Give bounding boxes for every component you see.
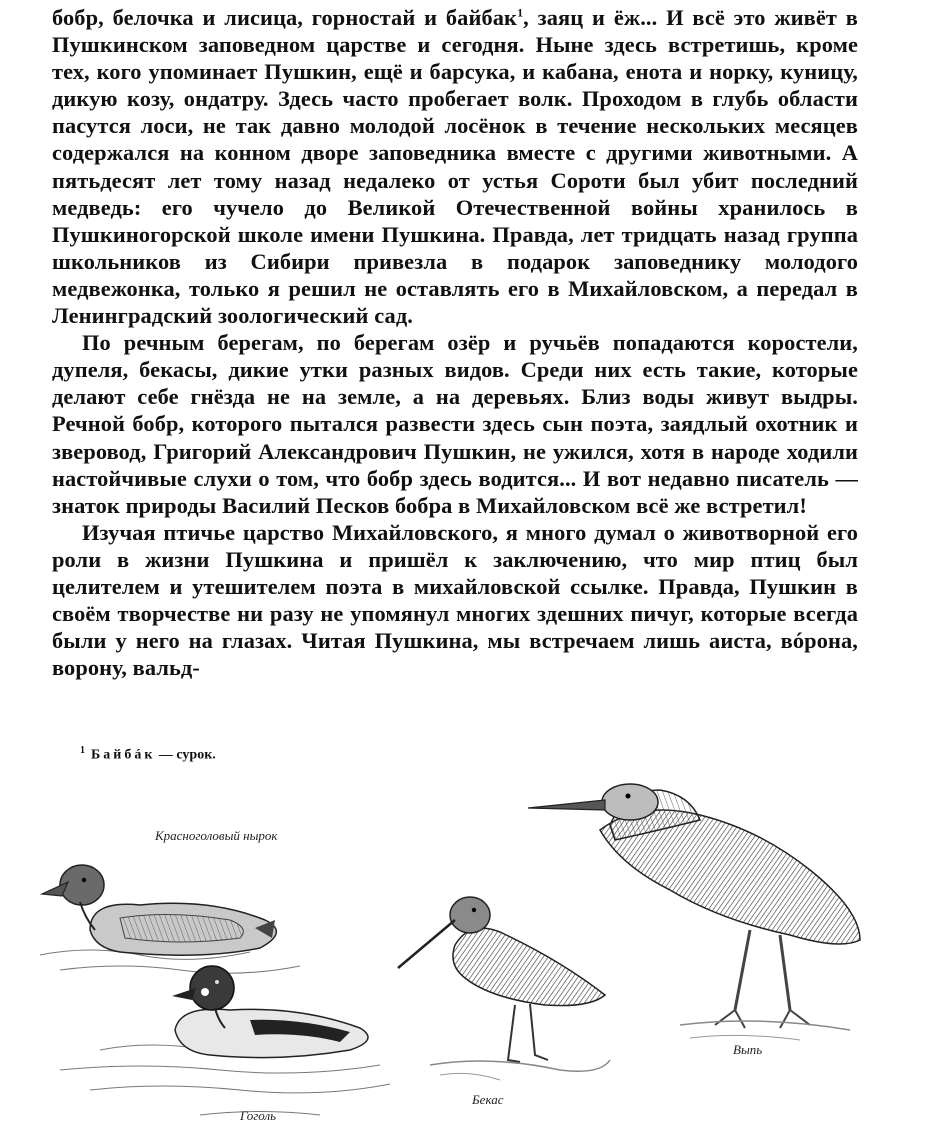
paragraph-2: По речным берегам, по берегам озёр и ручьёв попадаются коростели, дупеля, бекасы, дикие утки разных видов. Среди них есть такие, которые делают себе гнёзда не на земле, а на деревьях. Близ воды живут выдры. Речной бобр, которого пытался развести здесь сын поэта, заядлый охотник и зверовод, Григорий Александрович Пушкин, не ужился, хотя в народе ходили настойчивые слухи о том, что бобр здесь водится... И вот недавно писатель — знаток природы Василий Песков бобра в Михайловском всё же встретил! [52,330,858,518]
goldeneye-drawing [172,966,368,1058]
birds-illustration [0,770,928,1140]
caption-pochard: Красноголовый нырок [155,828,278,843]
snipe-drawing [398,897,610,1080]
footnote-number: 1 [80,745,85,756]
paragraph-3: Изучая птичье царство Михайловского, я много думал о животворной его роли в жизни Пушкина и пришёл к заключению, что мир птиц был целителем и утешителем поэта в михайловской ссылке. Правда, Пушкин в своём творчестве ни разу не упомянул многих здешних пичуг, которые всегда были у него на глазах. Читая Пушкина, мы встречаем лишь аиста, вóрона, ворону, вальд- [52,519,858,681]
body-text [52,4,858,681]
paragraph-1-start: бобр, белочка и лисица, горностай и байбак [52,5,518,30]
footnote-marker: 1 [517,5,524,20]
birds-drawing [0,770,928,1140]
footnote-definition: — сурок. [155,747,216,763]
paragraph-1-rest: , заяц и ёж... И всё это живёт в Пушкинском заповедном царстве и сегодня. Ныне здесь встретишь, кроме тех, кого упоминает Пушкин, ещё и барсука, и кабана, енота и норку, куницу, дикую козу, ондатру. Здесь часто пробегает волк. Проходом в глубь области пасутся лоси, не так давно молодой лосёнок в течение нескольких месяцев содержался на конном дворе заповедника вместе с другими животными. А пятьдесят лет тому назад недалеко от устья Сороти был убит последний медведь: его чучело до Великой Отечественной войны хранилось в Пушкиногорской школе имени Пушкина. Правда, лет тридцать назад группа школьников из Сибири привезла в подарок заповеднику молодого медвежонка, только я решил не оставлять его в Михайловском, а передал в Ленинградский зоологический сад. [52,5,858,329]
footnote [80,745,216,764]
caption-bittern: Выпь [733,1042,763,1057]
paragraph-1 [52,4,858,329]
caption-goldeneye: Гоголь [240,1108,277,1123]
pochard-drawing [42,865,276,955]
caption-snipe: Бекас [472,1092,504,1107]
footnote-term: Байбáк [91,747,156,763]
